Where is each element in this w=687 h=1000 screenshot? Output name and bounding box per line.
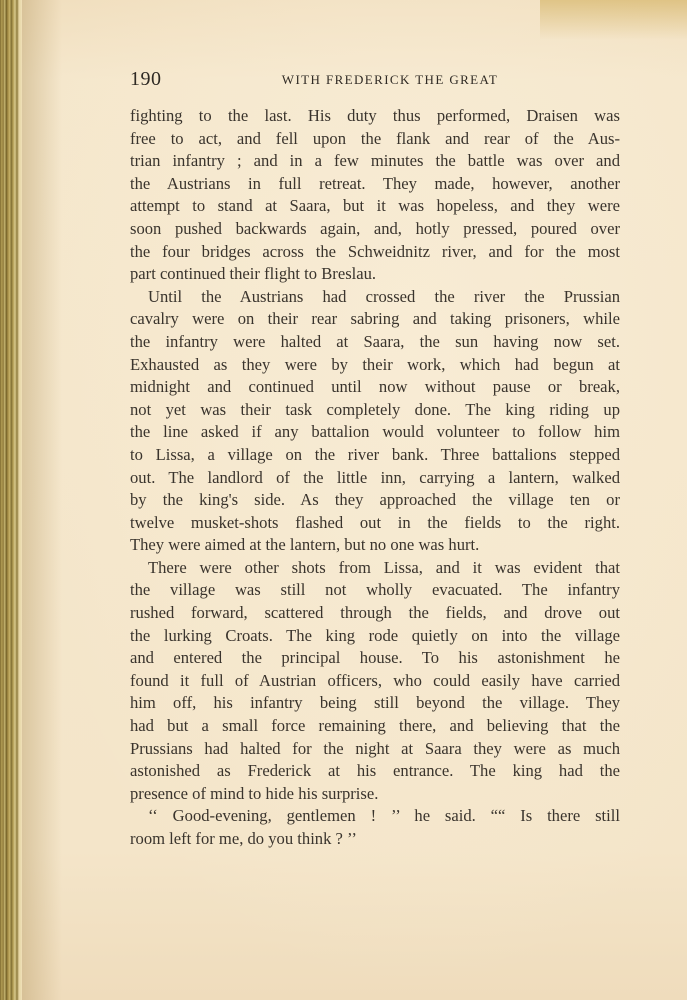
text-line: found it full of Austrian officers, who could easily have carried [130, 670, 620, 690]
text-line: Until the Austrians had crossed the river the Prussian [148, 286, 620, 306]
text-line: soon pushed backwards again, and, hotly pressed, poured over [130, 218, 620, 238]
text-line: the line asked if any battalion would volunteer to follow him [130, 422, 620, 442]
text-line: had but a small force remaining there, and believing that the [130, 716, 620, 736]
text-line: the four bridges across the Schweidnitz river, and for the most [130, 241, 620, 261]
text-line: the Austrians in full retreat. They made, however, another [130, 173, 620, 193]
text-line: Prussians had halted for the night at Saara they were as much [130, 738, 620, 758]
text-line: trian infantry ; and in a few minutes the battle was over and [130, 151, 620, 171]
text-line: part continued their flight to Breslau. [130, 264, 377, 284]
text-line: fighting to the last. His duty thus performed, Draisen was [130, 106, 620, 125]
text-line: midnight and continued until now without pause or break, [130, 377, 620, 397]
text-line: twelve musket-shots flashed out in the fields to the right. [130, 512, 620, 532]
text-line: free to act, and fell upon the flank and rear of the Aus- [130, 128, 620, 148]
text-line: the village was still not wholly evacuated. The infantry [130, 580, 620, 600]
text-line: attempt to stand at Saara, but it was hopeless, and they were [130, 196, 620, 216]
page-stain [540, 0, 687, 40]
text-line: They were aimed at the lantern, but no one was hurt. [130, 535, 480, 555]
page-number: 190 [130, 68, 162, 90]
text-line: him off, his infantry being still beyond the village. They [130, 693, 620, 713]
text-line: and entered the principal house. To his astonishment he [130, 648, 620, 668]
body-text [130, 105, 620, 851]
running-header [130, 68, 620, 92]
text-line: the lurking Croats. The king rode quietly on into the village [130, 625, 620, 645]
text-line: There were other shots from Lissa, and it was evident that [148, 557, 620, 577]
text-line: out. The landlord of the little inn, carrying a lantern, walked [130, 467, 620, 487]
paragraph [130, 805, 620, 850]
text-line: to Lissa, a village on the river bank. Three battalions stepped [130, 444, 620, 464]
text-line: by the king's side. As they approached the village ten or [130, 490, 620, 510]
running-title: WITH FREDERICK THE GREAT [281, 72, 499, 87]
paragraph [130, 105, 620, 286]
text-line: cavalry were on their rear sabring and taking prisoners, while [130, 309, 620, 329]
gutter-shadow [22, 0, 62, 1000]
text-line: not yet was their task completely done. The king riding up [130, 399, 620, 419]
text-line: the infantry were halted at Saara, the sun having now set. [130, 331, 620, 351]
book-binding-edge [0, 0, 22, 1000]
text-line: ‘‘ Good-evening, gentlemen ! ’’ he said. ““ Is there still [148, 806, 620, 826]
text-line: presence of mind to hide his surprise. [130, 783, 379, 803]
text-line: rushed forward, scattered through the fields, and drove out [130, 603, 620, 623]
text-line: astonished as Frederick at his entrance. The king had the [130, 761, 620, 781]
paragraph [130, 286, 620, 557]
text-line: Exhausted as they were by their work, which had begun at [130, 354, 620, 374]
text-line: room left for me, do you think ? ’’ [130, 829, 357, 848]
paragraph [130, 557, 620, 806]
